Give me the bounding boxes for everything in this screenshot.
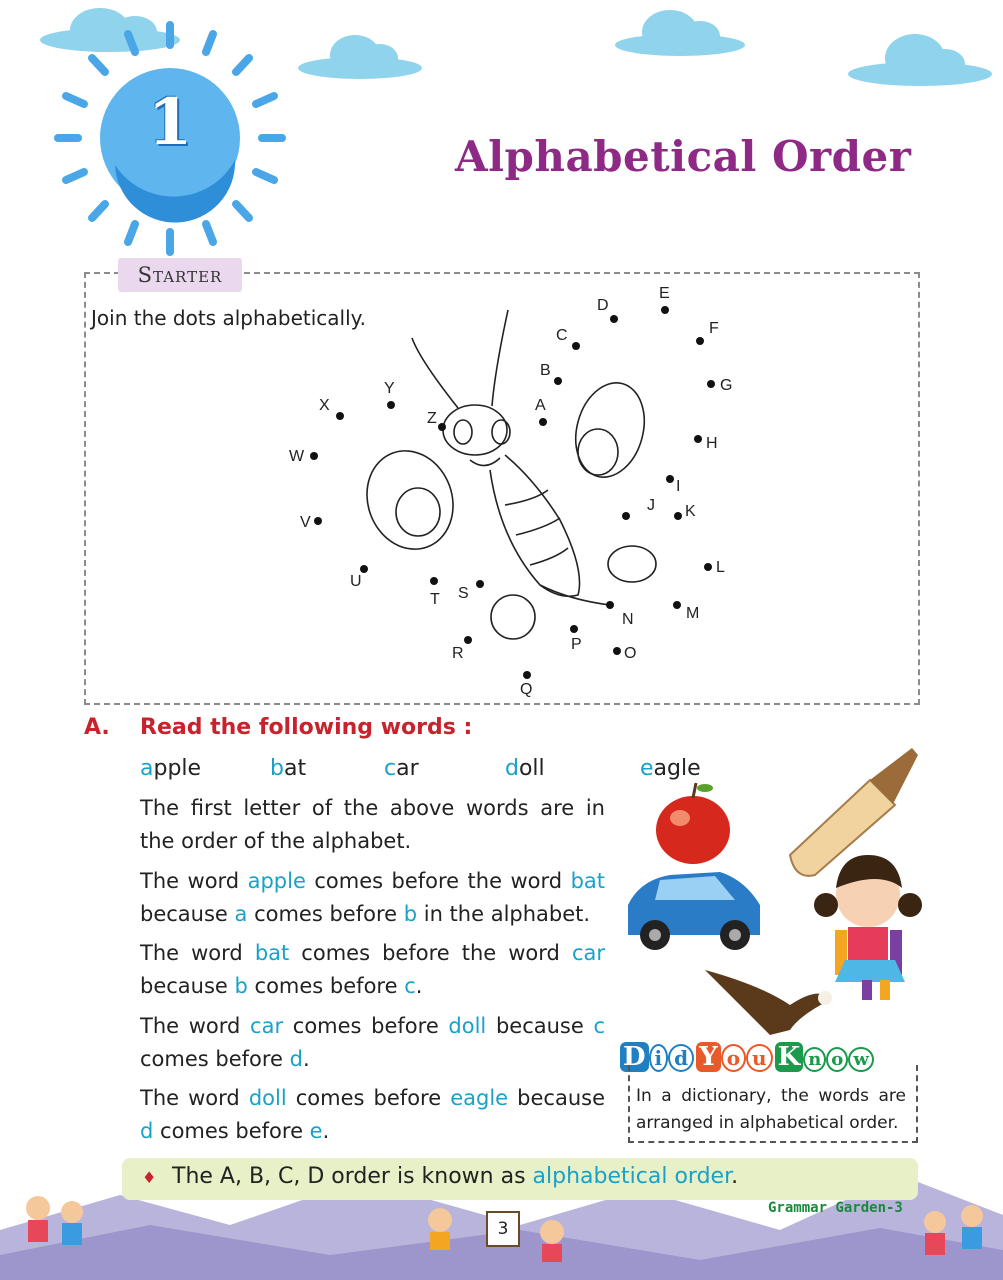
cloud-icon xyxy=(615,10,745,56)
page-title: Alphabetical Order xyxy=(455,132,912,181)
word-bat: bat xyxy=(270,756,307,781)
word-eagle: eagle xyxy=(640,756,701,781)
cloud-icon xyxy=(298,35,422,79)
dot-label: B xyxy=(540,362,551,379)
dot-label: S xyxy=(458,585,469,602)
note-text: The A, B, C, D order is known as alphabetical order. xyxy=(172,1164,739,1189)
word-apple: apple xyxy=(140,756,202,781)
dot-label: C xyxy=(556,327,568,344)
dot-label: Y xyxy=(384,380,395,397)
paragraph: The word apple comes before the word bat because a comes before b in the alphabet. xyxy=(140,869,605,926)
dot-label: K xyxy=(685,503,696,520)
dot-label: J xyxy=(647,497,655,514)
starter-box xyxy=(84,272,920,705)
dot-label: R xyxy=(452,645,464,662)
apple-picture xyxy=(656,783,730,864)
starter-tag: Starter xyxy=(118,258,242,292)
dot-label: Z xyxy=(427,410,437,427)
paragraph: The word bat comes before the word car because b comes before c. xyxy=(140,941,605,998)
dot-label: O xyxy=(624,645,637,662)
dot-label: E xyxy=(659,285,670,302)
dot-label: H xyxy=(706,435,718,452)
dot-label: T xyxy=(430,591,440,608)
starter-instruction: Join the dots alphabetically. xyxy=(91,306,366,330)
cricket-bat-picture xyxy=(790,748,918,876)
dot-label: G xyxy=(720,377,733,394)
dot-label: P xyxy=(571,636,582,653)
dot-label: M xyxy=(686,605,700,622)
dot-label: Q xyxy=(520,681,533,698)
book-title: Grammar Garden-3 xyxy=(768,1200,903,1216)
paragraph: The word car comes before doll because c comes before d. xyxy=(140,1014,606,1071)
dot-label: N xyxy=(622,611,634,628)
eagle-picture xyxy=(705,970,832,1035)
car-picture xyxy=(628,872,760,950)
dot-label: W xyxy=(289,448,305,465)
page-number: 3 xyxy=(486,1211,520,1247)
doll-picture xyxy=(814,855,922,1000)
diamond-bullet-icon: ♦ xyxy=(142,1168,157,1187)
dot-label: U xyxy=(350,573,362,590)
section-heading: Read the following words : xyxy=(140,715,473,740)
word-car: car xyxy=(384,756,419,781)
did-you-know-title: D i d Y o u K n o w xyxy=(620,1042,874,1072)
dot-label: I xyxy=(676,478,681,495)
paragraph: The word doll comes before eagle because d comes before e. xyxy=(140,1086,606,1143)
chapter-number: 1 xyxy=(147,85,193,160)
word-doll: doll xyxy=(505,756,545,781)
dot-label: F xyxy=(709,320,719,337)
cloud-icon xyxy=(40,8,180,52)
paragraph: The first letter of the above words are in the order of the alphabet. xyxy=(140,796,605,853)
dot-label: D xyxy=(597,297,609,314)
cloud-icon xyxy=(848,34,992,86)
section-letter: A. xyxy=(84,715,110,740)
did-you-know-text: In a dictionary, the words are arranged in alphabetical order. xyxy=(636,1086,906,1133)
dot-label: L xyxy=(716,559,725,576)
dot-label: A xyxy=(535,397,546,414)
dot-label: V xyxy=(300,514,311,531)
dot-label: X xyxy=(319,397,330,414)
